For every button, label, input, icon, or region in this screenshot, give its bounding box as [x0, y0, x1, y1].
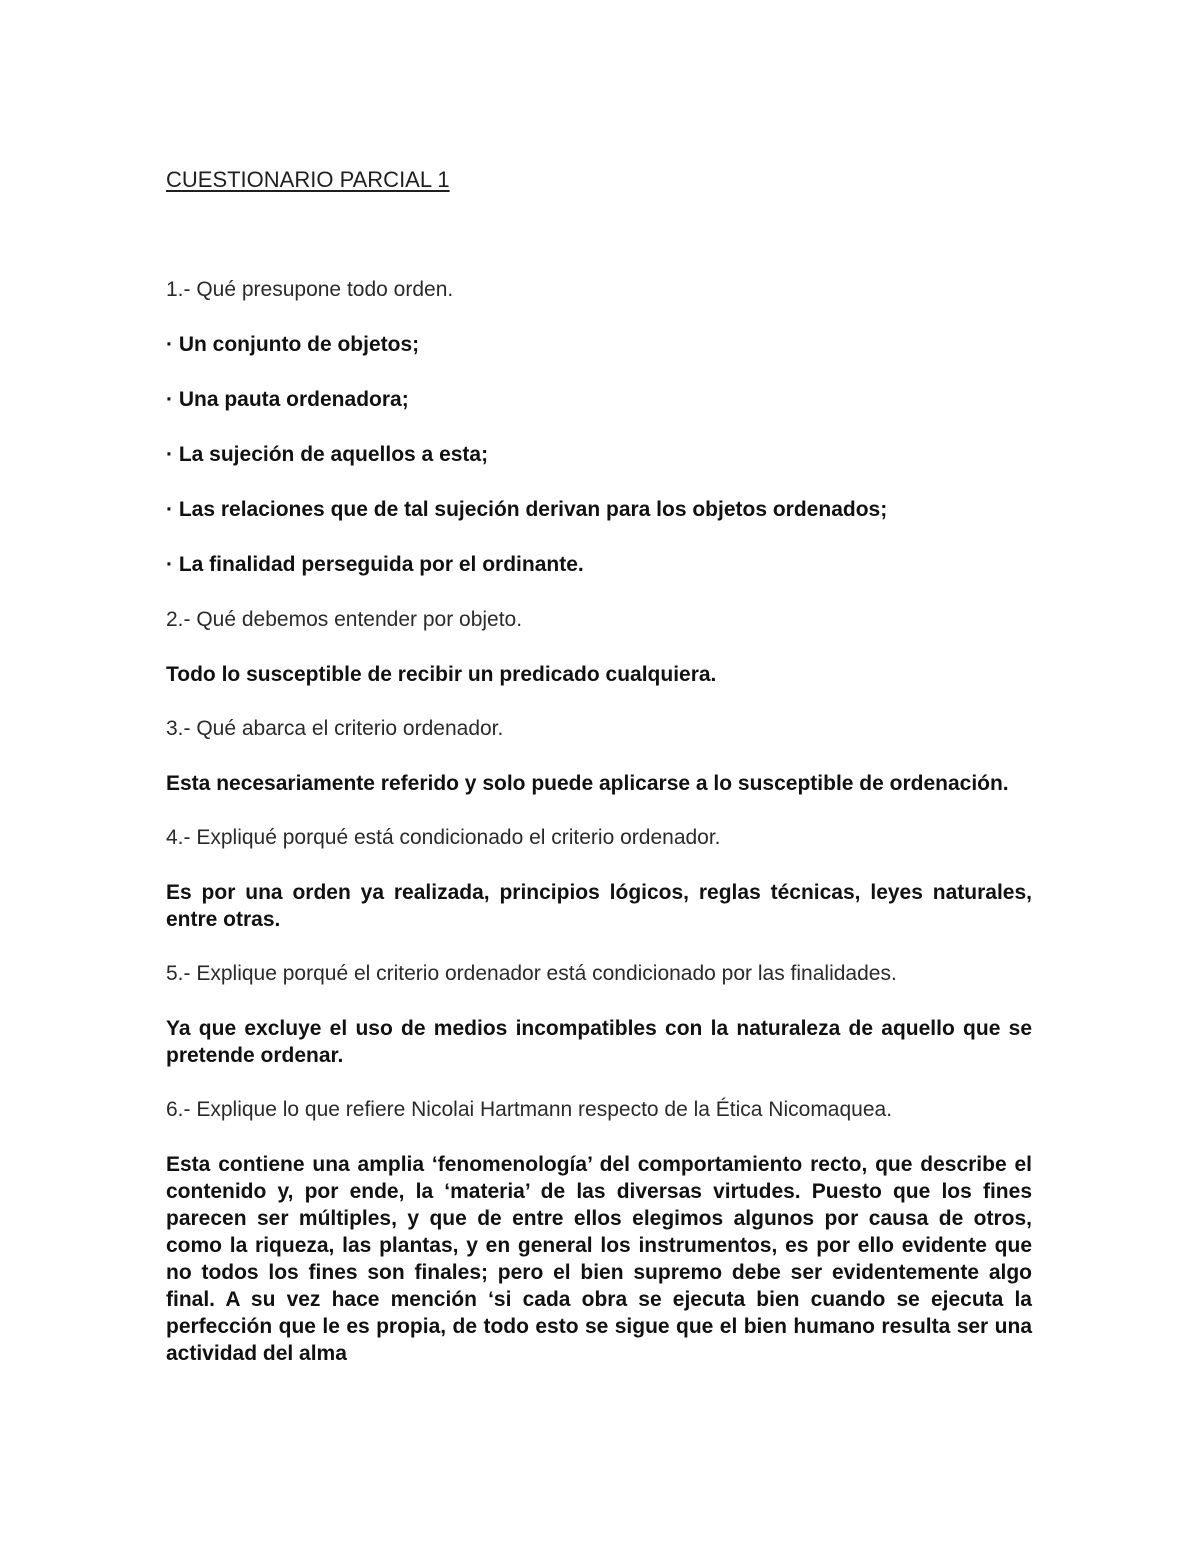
- question-6: 6.- Explique lo que refiere Nicolai Hartmann respecto de la Ética Nicomaquea.: [166, 1098, 893, 1121]
- answer-1-bullet: · Un conjunto de objetos;: [166, 333, 420, 356]
- answer-1-bullet: · Las relaciones que de tal sujeción derivan para los objetos ordenados;: [166, 498, 888, 521]
- answer-6: Esta contiene una amplia ‘fenomenología’ del comportamiento recto, que describe el contenido y, por ende, la ‘materia’ de las diversas virtudes. Puesto que los fines parecen ser múltiples, y que de entre ellos elegimos algunos por causa de otros, como la riqueza, las plantas, y en general los instrumentos, es por ello evidente que no todos los fines son finales; pero el bien supremo debe ser evidentemente algo final. A su vez hace mención ‘si cada obra se ejecuta bien cuando se ejecuta la perfección que le es propia, de todo esto se sigue que el bien humano resulta ser una actividad del alma: [166, 1153, 1032, 1365]
- answer-1-bullet: · La finalidad perseguida por el ordinante.: [166, 553, 584, 576]
- document-content: [166, 166, 1032, 1367]
- answer-4: Es por una orden ya realizada, principios lógicos, reglas técnicas, leyes naturales, entre otras.: [166, 881, 1032, 931]
- document-title: CUESTIONARIO PARCIAL 1: [166, 167, 450, 192]
- answer-3: Esta necesariamente referido y solo puede aplicarse a lo susceptible de ordenación.: [166, 772, 1009, 795]
- answer-1-bullet: · Una pauta ordenadora;: [166, 388, 409, 411]
- question-4: 4.- Expliqué porqué está condicionado el criterio ordenador.: [166, 826, 721, 849]
- question-2: 2.- Qué debemos entender por objeto.: [166, 608, 523, 631]
- answer-5: Ya que excluye el uso de medios incompatibles con la naturaleza de aquello que se pretende ordenar.: [166, 1017, 1032, 1067]
- question-5: 5.- Explique porqué el criterio ordenador está condicionado por las finalidades.: [166, 962, 897, 985]
- question-3: 3.- Qué abarca el criterio ordenador.: [166, 717, 504, 740]
- answer-2: Todo lo susceptible de recibir un predicado cualquiera.: [166, 663, 717, 686]
- answer-1-bullet: · La sujeción de aquellos a esta;: [166, 443, 489, 466]
- question-1: 1.- Qué presupone todo orden.: [166, 278, 454, 301]
